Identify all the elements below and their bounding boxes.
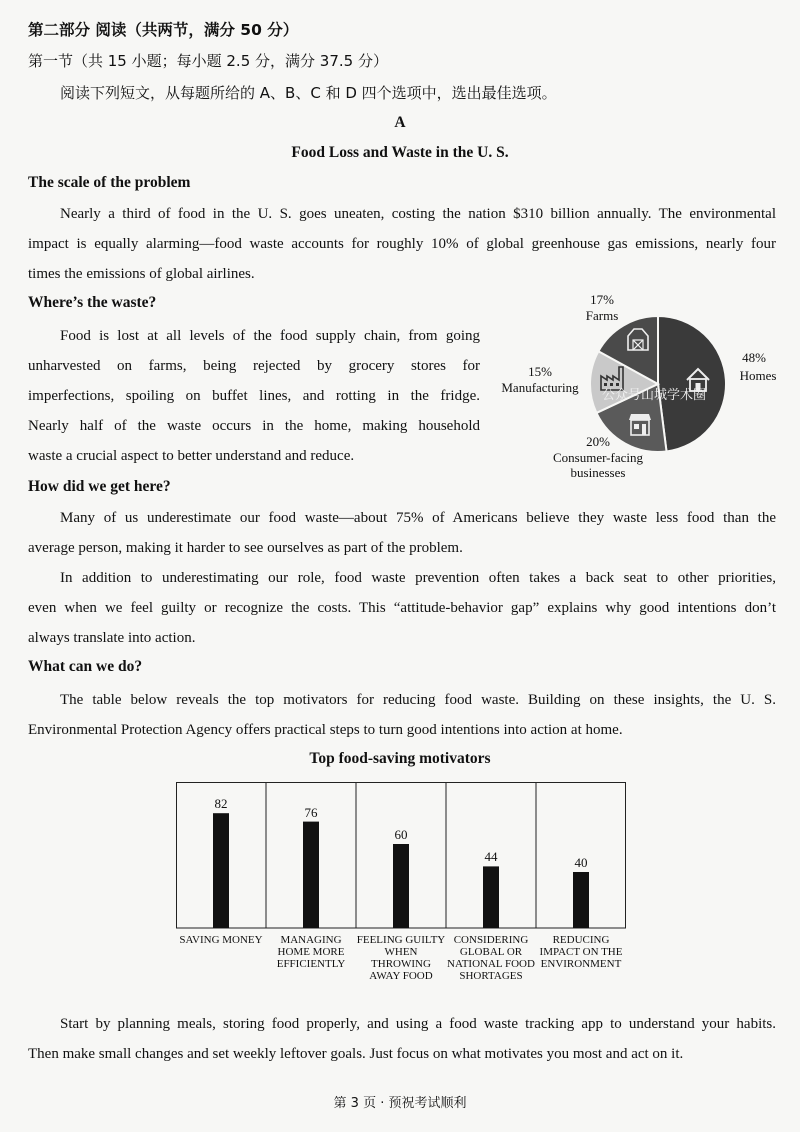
paragraph-line: The table below reveals the top motivators for reducing food waste. Building on these insights, the U. S.	[60, 692, 776, 708]
passage-letter: A	[394, 114, 406, 131]
bar	[483, 866, 499, 928]
pie-chart	[490, 288, 790, 488]
bar-value-label: 76	[304, 804, 318, 820]
instruction: 阅读下列短文，从每题所给的 A、B、C 和 D 四个选项中，选出最佳选项。	[60, 84, 557, 102]
bar-value-label: 60	[394, 827, 408, 842]
bar-value-label: 44	[484, 849, 498, 865]
section-heading-where: Where’s the waste?	[28, 294, 157, 311]
paragraph-line: unharvested on farms, being rejected by grocery stores for	[28, 358, 480, 374]
bar	[213, 813, 229, 928]
paragraph-line: average person, making it harder to see ourselves as part of the problem.	[28, 540, 463, 556]
paragraph-line: Food is lost at all levels of the food supply chain, from going	[60, 328, 480, 344]
bar-chart-title: Top food-saving motivators	[309, 750, 491, 767]
paragraph-line: even when we feel guilty or recognize the costs. This “attitude-behavior gap” explains why good intentions don’t	[28, 600, 776, 616]
paragraph-line: times the emissions of global airlines.	[28, 266, 255, 282]
bar	[393, 844, 409, 928]
bar-category-label: REDUCING IMPACT ON THE ENVIRONMENT	[539, 934, 623, 970]
part-heading: 第二部分 阅读（共两节，满分 50 分）	[28, 21, 299, 39]
bar-value-label: 40	[574, 855, 588, 870]
bar-category-label: MANAGING HOME MORE EFFICIENTLY	[276, 934, 346, 970]
pie-label-consumer: Consumer-facing businesses	[553, 450, 643, 480]
paragraph-line: Then make small changes and set weekly leftover goals. Just focus on what motivates you most and act on it.	[28, 1046, 684, 1062]
paragraph-line: Nearly a third of food in the U. S. goes uneaten, costing the nation $310 billion annually. The environmental	[60, 206, 776, 222]
paragraph-line: Start by planning meals, storing food properly, and using a food waste tracking app to understand your habits.	[60, 1016, 776, 1032]
pie-pct-label-farms: 17%	[590, 292, 614, 307]
bar-value-label: 82	[214, 796, 228, 812]
paragraph-line: imperfections, spoiling on buffet lines, and rotting in the fridge.	[28, 388, 480, 404]
paragraph-line: impact is equally alarming—food waste accounts for roughly 10% of global greenhouse gas emissions, nearly four	[28, 236, 776, 252]
pie-pct-label-manufacturing: 15%	[528, 364, 552, 379]
bar-category-label: SAVING MONEY	[179, 934, 263, 946]
bar	[303, 822, 319, 928]
paragraph-line: waste a crucial aspect to better understand and reduce.	[28, 448, 355, 464]
pie-label-homes: Homes	[739, 368, 777, 383]
watermark: 公众号山城学术圈	[602, 388, 707, 403]
bar-svg	[176, 782, 626, 932]
paragraph-line: In addition to underestimating our role, food waste prevention often takes a back seat to other priorities,	[60, 570, 776, 586]
bar-category-labels	[176, 934, 626, 998]
section-heading-how: How did we get here?	[28, 478, 171, 495]
paragraph-line: always translate into action.	[28, 630, 196, 646]
section-heading: 第一节（共 15 小题；每小题 2.5 分，满分 37.5 分）	[28, 52, 388, 70]
paragraph-line: Many of us underestimate our food waste—about 75% of Americans believe they waste less food than the	[60, 510, 776, 526]
paragraph-line: Environmental Protection Agency offers practical steps to turn good intentions into action at home.	[28, 722, 623, 738]
bar-category-label: CONSIDERING GLOBAL OR NATIONAL FOOD SHORTAGES	[447, 934, 535, 982]
pie-label-manufacturing: Manufacturing	[501, 380, 579, 395]
passage-title: Food Loss and Waste in the U. S.	[291, 144, 509, 161]
pie-pct-label-homes: 48%	[742, 350, 766, 365]
pie-label-farms: Farms	[585, 308, 619, 323]
section-heading-scale: The scale of the problem	[28, 174, 191, 191]
pie-pct-label-consumer: 20%	[586, 434, 610, 449]
page-footer: 第 3 页 · 预祝考试顺利	[333, 1096, 467, 1111]
bar-chart	[176, 782, 626, 932]
section-heading-what: What can we do?	[28, 658, 143, 675]
bar	[573, 872, 589, 928]
paragraph-line: Nearly half of the waste occurs in the home, making household	[28, 418, 480, 434]
bar-category-label: FEELING GUILTY WHEN THROWING AWAY FOOD	[356, 934, 446, 982]
